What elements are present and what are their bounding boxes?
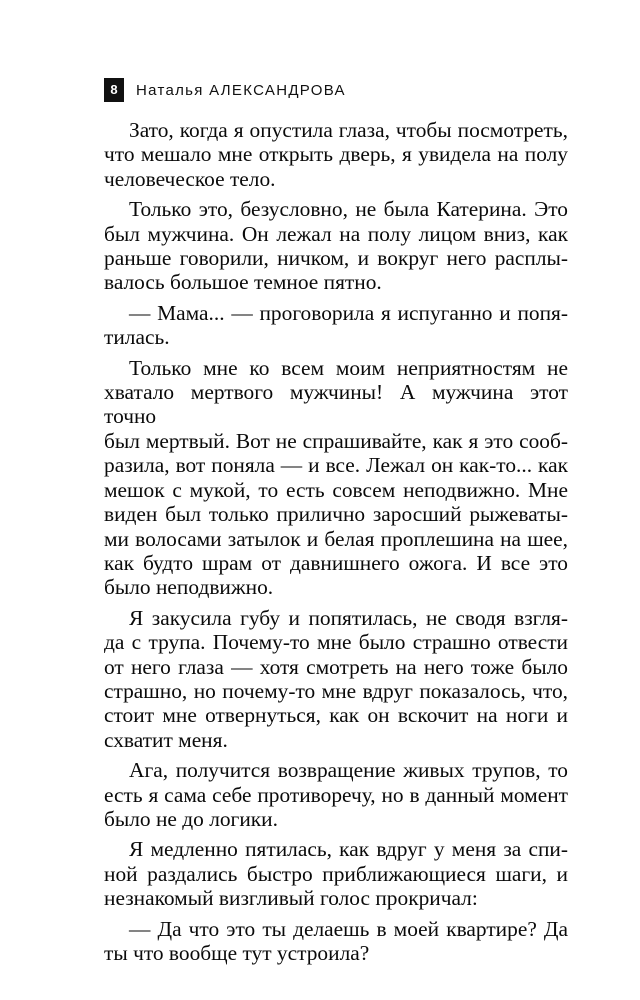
text-line: было неподвижно. (104, 575, 274, 600)
text-line: был мертвый. Вот не спрашивайте, как я это сооб- (104, 428, 568, 453)
text-line: раньше говорили, ничком, и вокруг него расплы- (104, 246, 568, 271)
text-line: схватит меня. (104, 727, 228, 752)
paragraph (104, 118, 568, 191)
text-line: как будто шрам от давнишнего ожога. И все это (104, 550, 568, 575)
paragraph (104, 301, 568, 350)
text-line: было не до логики. (104, 806, 278, 831)
text-line: был мужчина. Он лежал на полу лицом вниз, как (104, 221, 568, 246)
text-line: да с трупа. Почему-то мне было страшно отвести (104, 630, 568, 655)
text-line: страшно, но почему-то мне вдруг показалось, что, (104, 678, 568, 703)
text-line: хватало мертвого мужчины! А мужчина этот точно (104, 380, 568, 429)
body-text (104, 118, 568, 971)
running-head (104, 78, 346, 102)
text-line: виден был только прилично заросший рыжеваты- (104, 502, 568, 527)
text-line: тилась. (104, 325, 170, 350)
text-line: валось большое темное пятно. (104, 270, 382, 295)
paragraph (104, 356, 568, 600)
paragraph (104, 197, 568, 295)
page-number: 8 (104, 78, 124, 102)
text-line: ной раздались быстро приближающиеся шаги, и (104, 861, 568, 886)
text-line: есть я сама себе противоречу, но в данный момент (104, 782, 568, 807)
text-line: ми волосами затылок и белая проплешина на шее, (104, 526, 568, 551)
paragraph (104, 606, 568, 752)
text-line: — Да что это ты делаешь в моей квартире? Да (129, 916, 568, 941)
text-line: — Мама... — проговорила я испуганно и попя- (129, 300, 568, 325)
text-line: Я медленно пятилась, как вдруг у меня за спи- (129, 837, 568, 862)
text-line: от него глаза — хотя смотреть на него тоже было (104, 654, 568, 679)
text-line: Ага, получится возвращение живых трупов, то (129, 758, 568, 783)
text-line: человеческое тело. (104, 166, 276, 191)
text-line: незнакомый визгливый голос прокричал: (104, 886, 478, 911)
paragraph (104, 837, 568, 910)
text-line: Только это, безусловно, не была Катерина. Это (129, 197, 568, 222)
text-line: Я закусила губу и попятилась, не сводя взгля- (129, 605, 568, 630)
header-author: Наталья АЛЕКСАНДРОВА (136, 81, 346, 99)
text-line: мешок с мукой, то есть совсем неподвижно. Мне (104, 477, 568, 502)
text-line: стоит мне отвернуться, как он вскочит на ноги и (104, 703, 568, 728)
text-line: разила, вот поняла — и все. Лежал он как-то... как (104, 453, 568, 478)
text-line: Зато, когда я опустила глаза, чтобы посмотреть, (129, 118, 568, 142)
paragraph (104, 758, 568, 831)
text-line: Только мне ко всем моим неприятностям не (129, 355, 568, 380)
paragraph (104, 917, 568, 966)
text-line: ты что вообще тут устроила? (104, 941, 370, 965)
text-line: что мешало мне открыть дверь, я увидела на полу (104, 142, 568, 167)
